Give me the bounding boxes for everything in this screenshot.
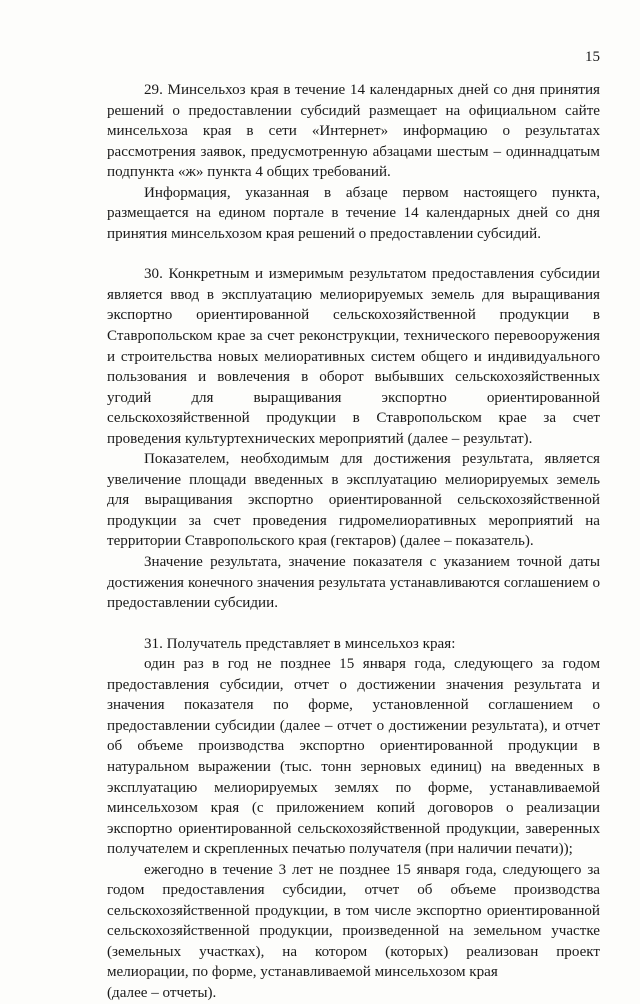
- paragraph-29-info: Информация, указанная в абзаце первом настоящего пункта, размещается на едином портале в течение 14 календарных дней со дня принятия минсельхозом края решений о предоставлении субсидий.: [107, 184, 600, 242]
- paragraph-31-reports-note: (далее – отчеты).: [107, 984, 217, 1001]
- paragraph-30-values: Значение результата, значение показателя с указанием точной даты достижения конечного значения результата устанавливаются соглашением о предоставлении субсидии.: [107, 554, 600, 612]
- paragraph-31-annual-report: один раз в год не позднее 15 января года, следующего за годом предоставления субсидии, отчет о достижении значения результата и значения показателя по форме, установленной соглашением о предоставлении субсидии (далее – отчет о достижении результата), и отчет об объеме производства экспортно ориентированной продукции в натуральном выражении (тыс. тонн зерновых единиц) на введенных в эксплуатацию мелиорируемых землях по форме, устанавливаемой минсельхозом края (с приложением копий договоров о реализации экспортно ориентированной сельскохозяйственной продукции, заверенных получателем и скрепленных печатью получателя (при наличии печати));: [107, 656, 600, 858]
- paragraph-30: 30. Конкретным и измеримым результатом предоставления субсидии является ввод в эксплуатацию мелиорируемых земель для выращивания экспортно ориентированной сельскохозяйственной продукции в Ставропольском крае за счет реконструкции, технического перевооружения и строительства новых мелиоративных систем общего и индивидуального пользования и вовлечения в оборот выбывших сельскохозяйственных угодий для выращивания экспортно ориентированной сельскохозяйственной продукции в Ставропольском крае за счет проведения культуртехнических мероприятий (далее – результат).: [107, 266, 600, 447]
- page-number: 15: [585, 49, 600, 65]
- paragraph-29: 29. Минсельхоз края в течение 14 календарных дней со дня принятия решений о предоставлении субсидий размещает на официальном сайте минсельхоза края в сети «Интернет» информацию о результатах рассмотрения заявок, предусмотренную абзацами шестым – одиннадцатым подпункта «ж» пункта 4 общих требований.: [107, 82, 600, 181]
- paragraph-31: 31. Получатель представляет в минсельхоз края:: [144, 635, 456, 652]
- paragraph-30-indicator: Показателем, необходимым для достижения результата, является увеличение площади введенных в эксплуатацию мелиорируемых земель для выращивания экспортно ориентированной сельскохозяйственной продукции за счет проведения гидромелиоративных мероприятий на территории Ставропольского края (гектаров) (далее – показатель).: [107, 451, 600, 550]
- paragraph-31-yearly-report: ежегодно в течение 3 лет не позднее 15 января года, следующего за годом предоставления субсидии, отчет об объеме производства сельскохозяйственной продукции, в том числе экспортно ориентированной сельскохозяйственной продукции, произведенной на земельном участке (земельных участках), на котором (которых) реализован проект мелиорации, по форме, устанавливаемой минсельхозом края: [107, 861, 600, 981]
- document-body: [107, 80, 600, 1004]
